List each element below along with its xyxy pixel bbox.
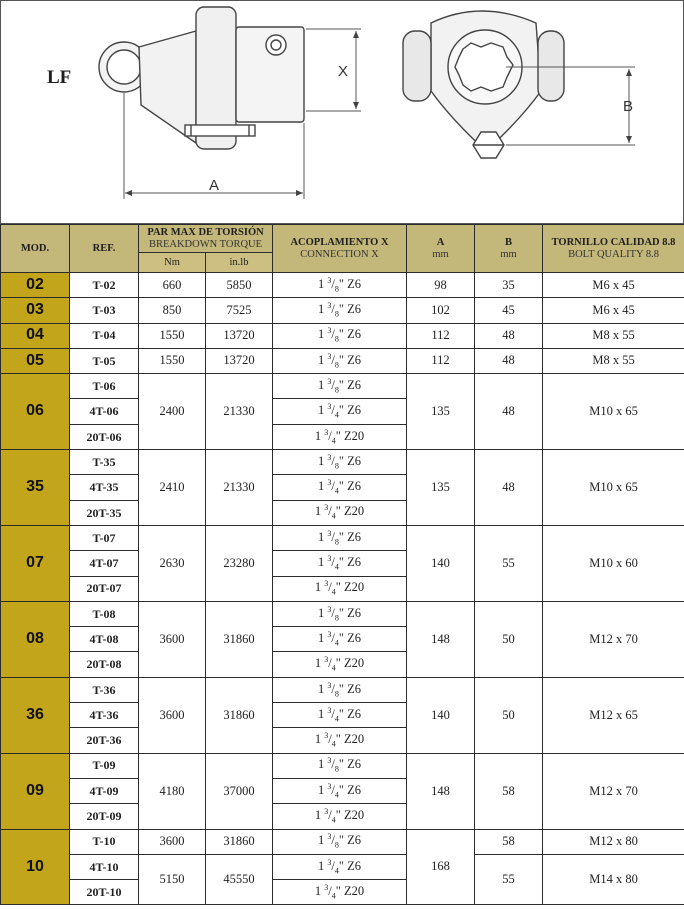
ref-cell: T-08	[70, 601, 139, 626]
connection-value: 1 $^3/_4$" Z6	[318, 781, 361, 800]
ref-cell: T-04	[70, 323, 139, 348]
nm-cell: 3600	[139, 829, 206, 854]
table-row	[1, 854, 684, 879]
header-ref: REF.	[70, 225, 139, 273]
connection-cell	[273, 475, 407, 500]
ref-cell: 20T-09	[70, 804, 139, 829]
ref-cell: T-35	[70, 450, 139, 475]
connection-value: 1 $^3/_8$" Z6	[318, 832, 361, 850]
header-torque-en: BREAKDOWN TORQUE	[148, 238, 263, 250]
table-row	[1, 323, 684, 348]
ref-cell: 20T-08	[70, 652, 139, 677]
a-cell: 112	[407, 323, 475, 348]
connection-value: 1 $^3/_8$" Z6	[318, 326, 361, 344]
connection-cell	[273, 652, 407, 677]
table-row	[1, 273, 684, 298]
connection-cell	[273, 703, 407, 728]
a-cell: 102	[407, 298, 475, 323]
connection-value: 1 $^3/_4$" Z6	[318, 857, 361, 876]
mod-cell: 09	[1, 753, 70, 829]
inlb-cell: 45550	[206, 854, 273, 905]
connection-value: 1 $^3/_4$" Z20	[314, 503, 365, 521]
ref-cell: 20T-35	[70, 500, 139, 525]
header-b-unit: mm	[500, 248, 517, 260]
header-inlb: in.lb	[206, 253, 273, 273]
b-cell: 58	[475, 829, 543, 854]
connection-cell	[273, 753, 407, 778]
connection-cell	[273, 551, 407, 576]
ref-cell: 4T-08	[70, 627, 139, 652]
a-cell: 140	[407, 677, 475, 753]
connection-cell	[273, 424, 407, 449]
bolt-cell: M8 x 55	[543, 323, 684, 348]
inlb-cell: 31860	[206, 829, 273, 854]
ref-cell: T-36	[70, 677, 139, 702]
connection-cell	[273, 677, 407, 702]
ref-cell: T-05	[70, 348, 139, 373]
inlb-cell: 31860	[206, 601, 273, 677]
ref-cell: 4T-09	[70, 778, 139, 803]
bolt-cell: M10 x 65	[543, 374, 684, 450]
bolt-cell: M14 x 80	[543, 854, 684, 905]
mod-cell: 08	[1, 601, 70, 677]
connection-cell	[273, 880, 407, 905]
mod-cell: 07	[1, 525, 70, 601]
b-cell: 48	[475, 348, 543, 373]
ref-cell: 20T-07	[70, 576, 139, 601]
ref-cell: T-10	[70, 829, 139, 854]
connection-cell	[273, 273, 407, 298]
connection-value: 1 $^3/_8$" Z6	[318, 452, 361, 471]
connection-value: 1 $^3/_4$" Z6	[318, 402, 361, 420]
connection-cell	[273, 525, 407, 550]
connection-value: 1 $^3/_8$" Z6	[318, 351, 361, 370]
connection-value: 1 $^3/_4$" Z20	[314, 579, 365, 597]
header-mod: MOD.	[1, 225, 70, 273]
ref-cell: T-09	[70, 753, 139, 778]
connection-cell	[273, 298, 407, 323]
b-cell: 35	[475, 273, 543, 298]
ref-cell: 20T-36	[70, 728, 139, 753]
a-cell: 168	[407, 829, 475, 905]
inlb-cell: 7525	[206, 298, 273, 323]
connection-cell	[273, 804, 407, 829]
a-cell: 148	[407, 601, 475, 677]
table-row	[1, 374, 684, 399]
nm-cell: 3600	[139, 677, 206, 753]
dim-x-label: X	[338, 63, 349, 80]
connection-cell	[273, 348, 407, 373]
header-bolt-es: TORNILLO CALIDAD 8.8	[551, 237, 676, 249]
header-b	[475, 225, 543, 273]
mod-cell: 04	[1, 323, 70, 348]
b-cell: 50	[475, 677, 543, 753]
connection-cell	[273, 500, 407, 525]
nm-cell: 2400	[139, 374, 206, 450]
inlb-cell: 37000	[206, 753, 273, 829]
table-row	[1, 601, 684, 626]
connection-cell	[273, 728, 407, 753]
connection-value: 1 $^3/_8$" Z6	[318, 604, 361, 623]
bolt-cell: M12 x 80	[543, 829, 684, 854]
bolt-cell: M6 x 45	[543, 273, 684, 298]
header-bolt-en: BOLT QUALITY 8.8	[568, 248, 659, 260]
connection-value: 1 $^3/_4$" Z6	[318, 705, 361, 724]
header-a-label: A	[436, 237, 445, 249]
connection-value: 1 $^3/_4$" Z6	[318, 629, 361, 648]
yoke-drawing	[1, 1, 684, 225]
mod-cell: 36	[1, 677, 70, 753]
connection-value: 1 $^3/_4$" Z20	[314, 655, 365, 673]
dim-a-label: A	[209, 177, 220, 194]
header-nm: Nm	[139, 253, 206, 273]
ref-cell: 4T-07	[70, 551, 139, 576]
header-bolt	[543, 225, 684, 273]
connection-cell	[273, 576, 407, 601]
a-cell: 112	[407, 348, 475, 373]
table-row	[1, 677, 684, 702]
spec-table-body	[1, 273, 684, 905]
bolt-cell: M12 x 70	[543, 753, 684, 829]
connection-cell	[273, 374, 407, 399]
connection-cell	[273, 854, 407, 879]
nm-cell: 1550	[139, 348, 206, 373]
a-cell: 140	[407, 525, 475, 601]
connection-value: 1 $^3/_8$" Z6	[318, 300, 361, 319]
connection-value: 1 $^3/_4$" Z20	[314, 882, 365, 901]
yoke-front-view	[403, 11, 564, 158]
ref-cell: T-02	[70, 273, 139, 298]
connection-cell	[273, 601, 407, 626]
inlb-cell: 31860	[206, 677, 273, 753]
connection-value: 1 $^3/_4$" Z6	[318, 478, 361, 496]
mod-cell: 02	[1, 273, 70, 298]
nm-cell: 3600	[139, 601, 206, 677]
mod-cell: 06	[1, 374, 70, 450]
spec-table	[0, 224, 684, 905]
technical-drawing	[0, 0, 684, 224]
connection-cell	[273, 778, 407, 803]
inlb-cell: 13720	[206, 323, 273, 348]
connection-value: 1 $^3/_4$" Z20	[314, 806, 365, 825]
a-cell: 148	[407, 753, 475, 829]
table-row	[1, 525, 684, 550]
nm-cell: 5150	[139, 854, 206, 905]
bolt-cell: M10 x 65	[543, 450, 684, 526]
connection-cell	[273, 829, 407, 854]
inlb-cell: 21330	[206, 450, 273, 526]
model-code: LF	[47, 67, 72, 88]
connection-value: 1 $^3/_8$" Z6	[318, 376, 361, 395]
connection-value: 1 $^3/_4$" Z6	[318, 553, 361, 572]
header-torque	[139, 225, 273, 253]
header-connection-es: ACOPLAMIENTO X	[290, 237, 389, 249]
ref-cell: 20T-10	[70, 880, 139, 905]
mod-cell: 03	[1, 298, 70, 323]
mod-cell: 10	[1, 829, 70, 905]
table-row	[1, 829, 684, 854]
connection-value: 1 $^3/_8$" Z6	[318, 680, 361, 699]
nm-cell: 660	[139, 273, 206, 298]
b-cell: 58	[475, 753, 543, 829]
b-cell: 50	[475, 601, 543, 677]
ref-cell: T-06	[70, 374, 139, 399]
dim-b-label: B	[623, 98, 634, 115]
yoke-side-view	[99, 7, 304, 149]
header-b-label: B	[505, 237, 513, 249]
connection-value: 1 $^3/_4$" Z20	[314, 427, 365, 446]
connection-value: 1 $^3/_8$" Z6	[318, 756, 361, 774]
connection-value: 1 $^3/_8$" Z6	[318, 528, 361, 547]
nm-cell: 2410	[139, 450, 206, 526]
ref-cell: 4T-10	[70, 854, 139, 879]
table-row	[1, 753, 684, 778]
mod-cell: 05	[1, 348, 70, 373]
header-connection-en: CONNECTION X	[300, 248, 379, 260]
connection-value: 1 $^3/_8$" Z6	[318, 275, 361, 294]
nm-cell: 850	[139, 298, 206, 323]
bolt-cell: M8 x 55	[543, 348, 684, 373]
bolt-cell: M10 x 60	[543, 525, 684, 601]
ref-cell: 4T-06	[70, 399, 139, 424]
a-cell: 98	[407, 273, 475, 298]
b-cell: 55	[475, 525, 543, 601]
ref-cell: 4T-36	[70, 703, 139, 728]
connection-cell	[273, 450, 407, 475]
header-torque-es: PAR MAX DE TORSIÓN	[147, 227, 264, 239]
connection-value: 1 $^3/_4$" Z20	[314, 730, 365, 749]
b-cell: 45	[475, 298, 543, 323]
connection-cell	[273, 627, 407, 652]
table-row	[1, 298, 684, 323]
ref-cell: 4T-35	[70, 475, 139, 500]
ref-cell: 20T-06	[70, 424, 139, 449]
header-connection	[273, 225, 407, 273]
inlb-cell: 5850	[206, 273, 273, 298]
b-cell: 48	[475, 323, 543, 348]
header-a	[407, 225, 475, 273]
table-row	[1, 348, 684, 373]
table-row	[1, 450, 684, 475]
nm-cell: 1550	[139, 323, 206, 348]
b-cell: 55	[475, 854, 543, 905]
bolt-cell: M12 x 70	[543, 601, 684, 677]
b-cell: 48	[475, 374, 543, 450]
connection-cell	[273, 323, 407, 348]
bolt-cell: M12 x 65	[543, 677, 684, 753]
b-cell: 48	[475, 450, 543, 526]
inlb-cell: 21330	[206, 374, 273, 450]
ref-cell: T-03	[70, 298, 139, 323]
connection-cell	[273, 399, 407, 424]
nm-cell: 2630	[139, 525, 206, 601]
inlb-cell: 23280	[206, 525, 273, 601]
inlb-cell: 13720	[206, 348, 273, 373]
bolt-cell: M6 x 45	[543, 298, 684, 323]
header-a-unit: mm	[432, 248, 449, 260]
ref-cell: T-07	[70, 525, 139, 550]
nm-cell: 4180	[139, 753, 206, 829]
mod-cell: 35	[1, 450, 70, 526]
a-cell: 135	[407, 450, 475, 526]
a-cell: 135	[407, 374, 475, 450]
